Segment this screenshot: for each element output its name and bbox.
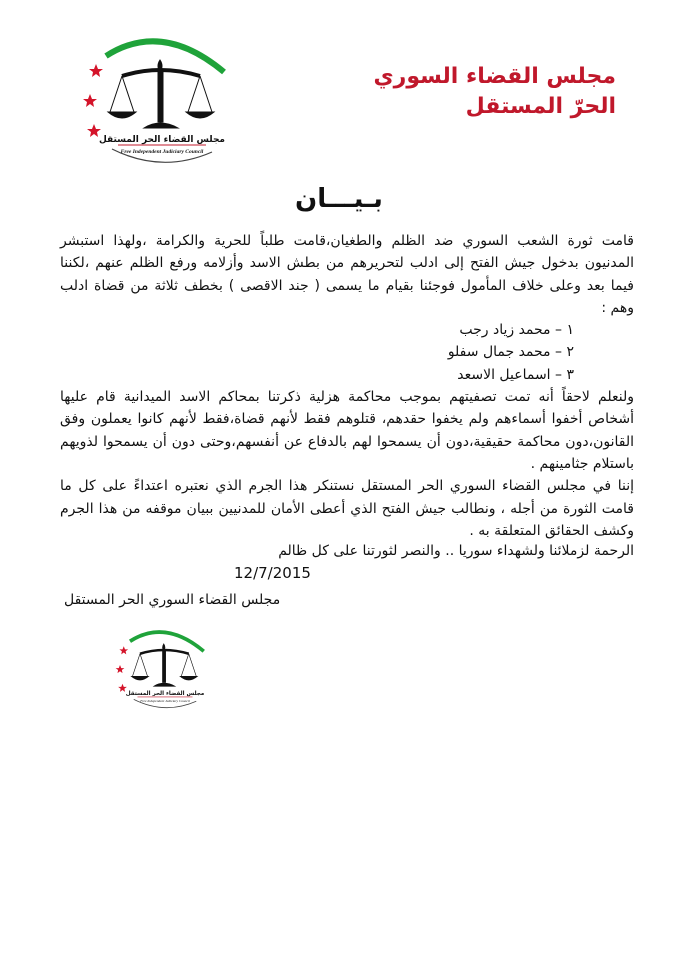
svg-text:Free Independent Judiciary Cou: Free Independent Judiciary Council xyxy=(120,149,204,155)
star-icon xyxy=(83,64,103,137)
paragraph-details: ولنعلم لاحقاً أنه تمت تصفيتهم بموجب محاكمة هزلية ذكرتنا بمحاكم الاسد الميدانية قام عليها أشخاص أخفوا أسماءهم ولم يخفوا حقدهم، قتلوهم فقط لأنهم قضاة،فقط لأنهم كانوا يعملون وفق القانون،دون محاكمة حقيقية،دون أن يسمحوا لهم بالدفاع عن أنفسهم،وحتى دون أن يسمحوا لذويهم باستلام جثامينهم . xyxy=(60,389,634,472)
statement-date: 12/7/2015 xyxy=(234,564,311,582)
closing-block xyxy=(234,540,634,584)
star-icon xyxy=(116,646,129,692)
statement-body xyxy=(60,230,634,542)
statement-heading: بـيـــان xyxy=(295,184,383,214)
scales-of-justice-icon xyxy=(82,24,242,164)
svg-text:مجلس القضاء الحر المستقل: مجلس القضاء الحر المستقل xyxy=(98,135,226,145)
council-title xyxy=(373,62,616,122)
council-title-line2: الحرّ المستقل xyxy=(465,94,616,119)
scales-of-justice-icon xyxy=(115,620,215,710)
council-logo-bottom xyxy=(115,620,215,710)
council-title-line1: مجلس القضاء السوري xyxy=(373,64,616,89)
paragraph-intro: قامت ثورة الشعب السوري ضد الظلم والطغيان،قامت طلباً للحرية والكرامة ،ولهذا استبشر المدنيون بدخول جيش الفتح إلى ادلب لتحريرهم من بطش الاسد وأزلامه ورفع الظلم عنهم ،لكننا فيما بعد وعلى خلاف المأمول فوجئنا بقيام ما يسمى ( جند الاقصى ) بخطف ثلاثة من قضاة ادلب وهم : xyxy=(60,233,634,316)
signature: مجلس القضاء السوري الحر المستقل xyxy=(64,592,281,608)
council-logo-top xyxy=(82,24,242,164)
paragraph-condemnation: إننا في مجلس القضاء السوري الحر المستقل نستنكر هذا الجرم الذي نعتبره اعتداءً على كل ما قامت الثورة من أجله ، ونطالب جيش الفتح الذي أعطى الأمان للمدنيين ببيان موقفه من هذا الجرم وكشف الحقائق المتعلقة به . xyxy=(60,478,634,539)
judge-name-1: ١ – محمد زياد رجب xyxy=(459,322,574,339)
judge-name-3: ٣ – اسماعيل الاسعد xyxy=(457,366,574,383)
judge-name-2: ٢ – محمد جمال سفلو xyxy=(447,344,574,361)
svg-text:مجلس القضاء الحر المستقل: مجلس القضاء الحر المستقل xyxy=(125,691,205,697)
closing-line: الرحمة لزملائنا ولشهداء سوريا .. والنصر لثورتنا على كل ظالم xyxy=(278,543,634,559)
svg-text:Free Independent Judiciary Cou: Free Independent Judiciary Council xyxy=(140,698,190,703)
